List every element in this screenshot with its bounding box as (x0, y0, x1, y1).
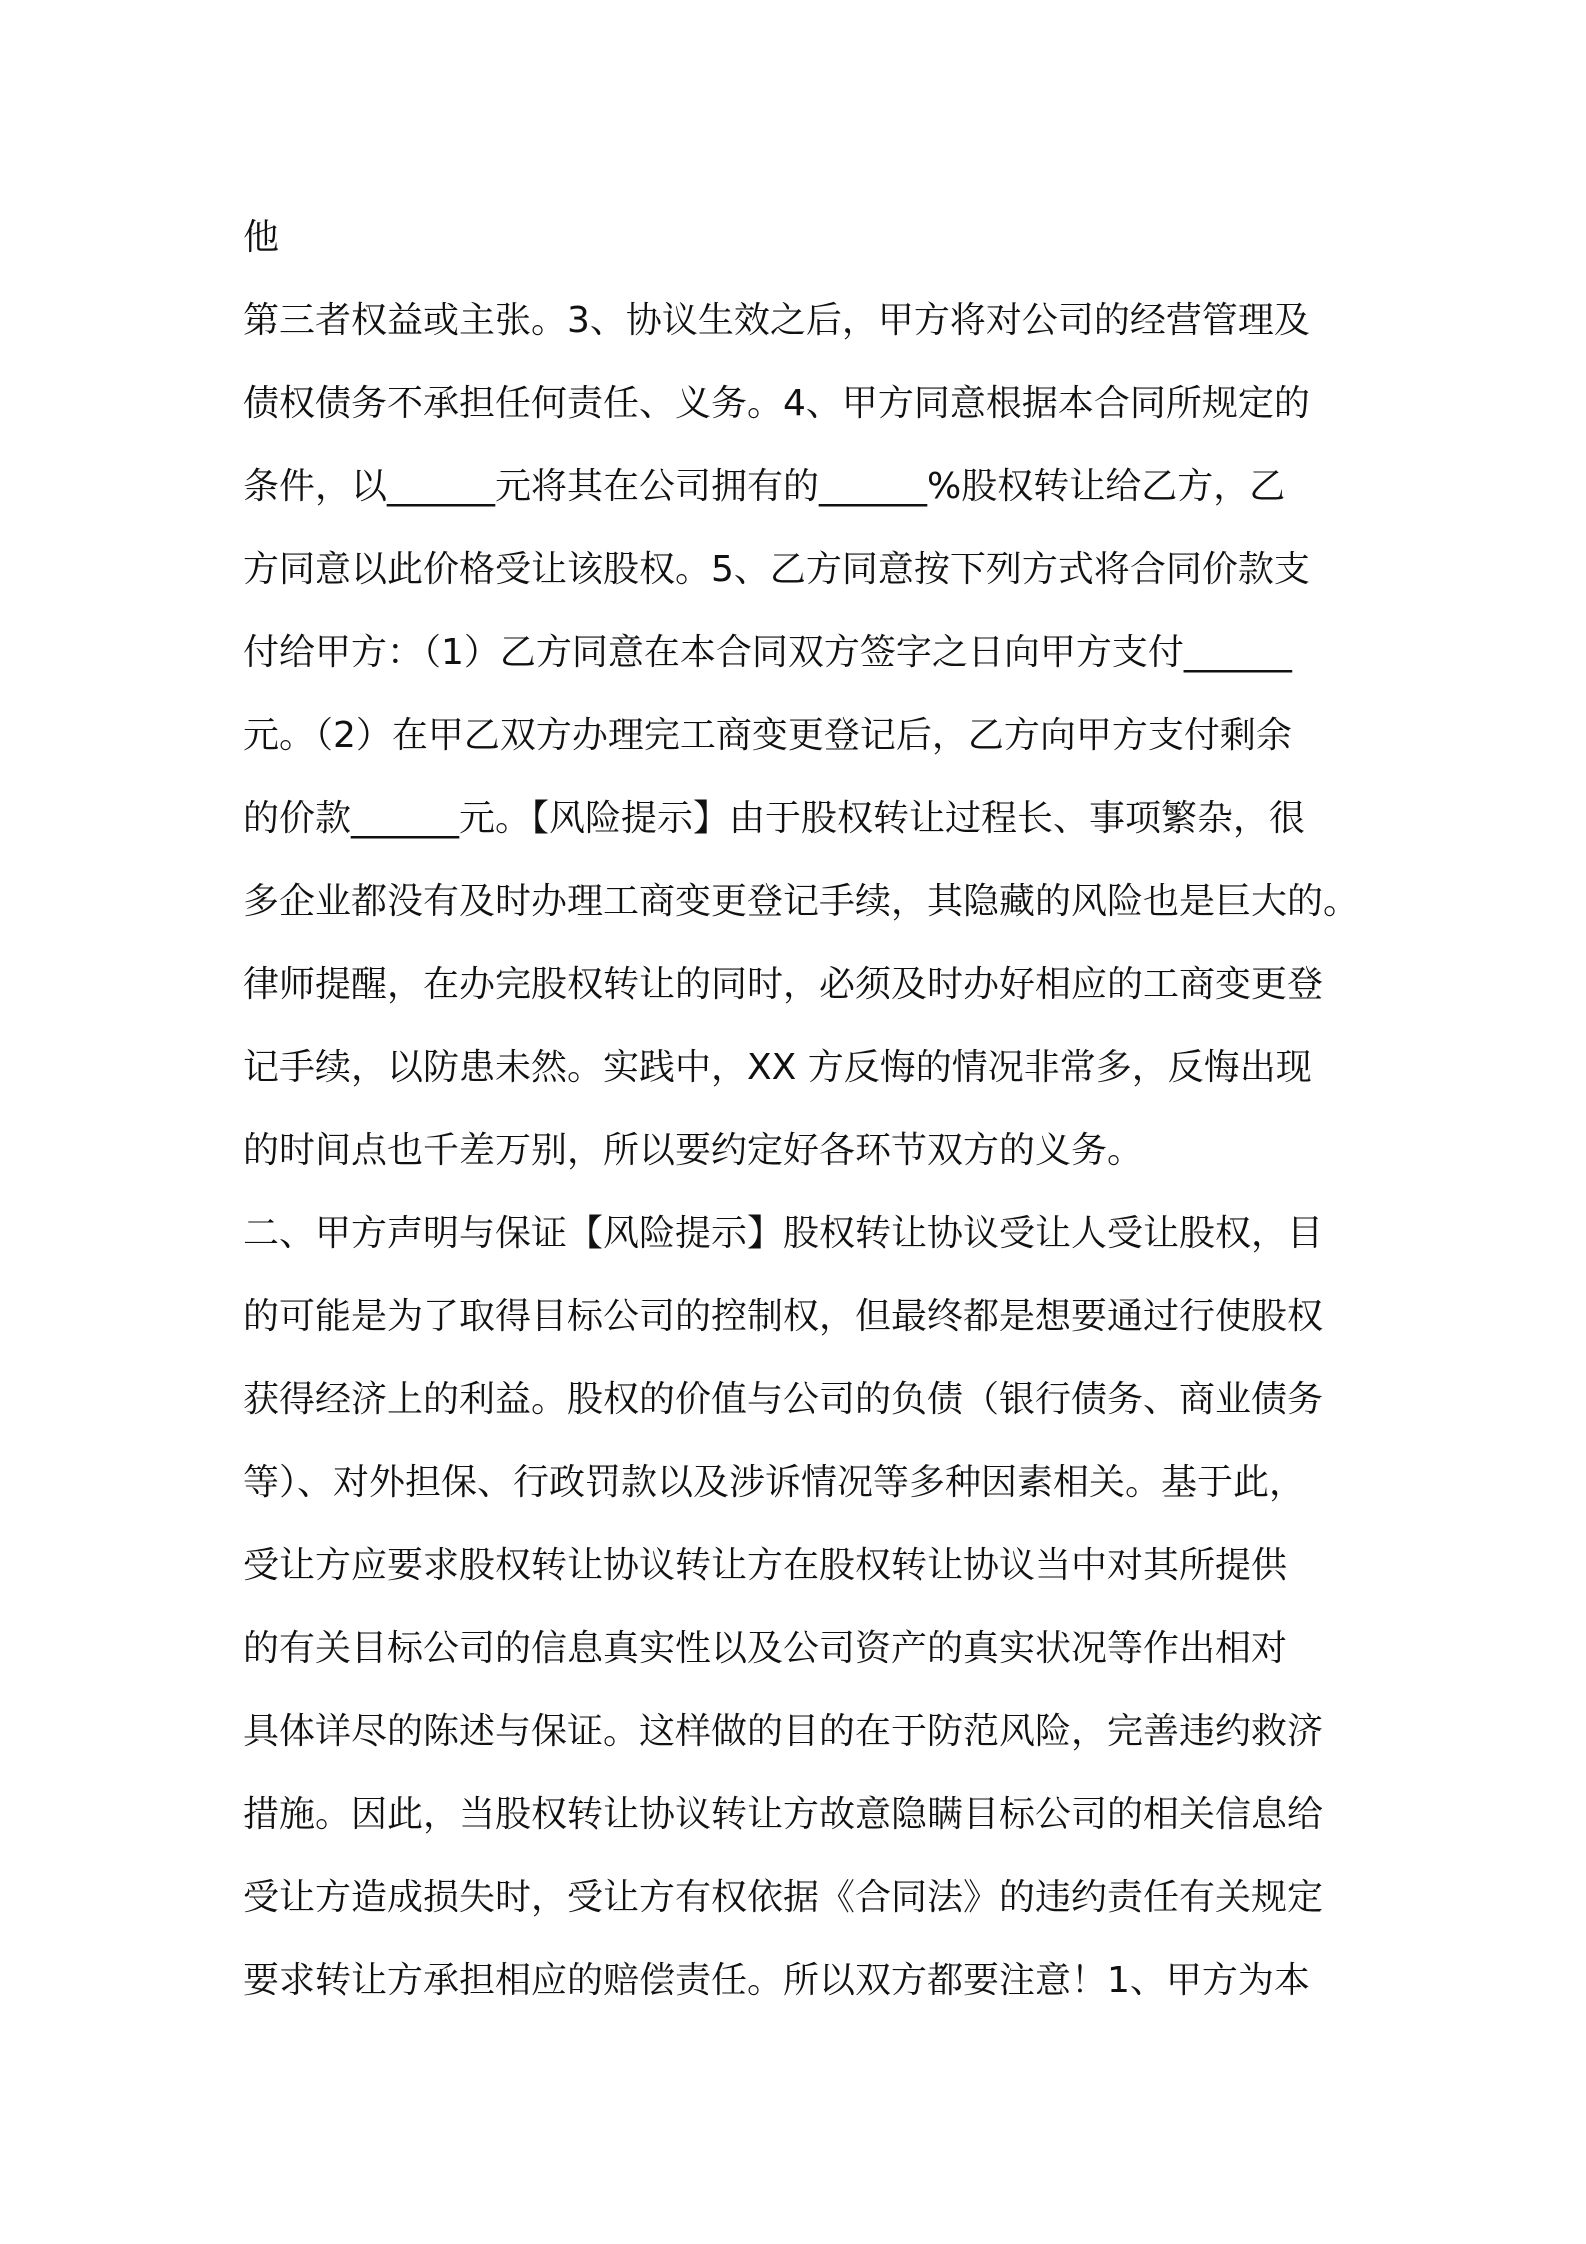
text-line: 获得经济上的利益。股权的价值与公司的负债（银行债务、商业债务 (243, 1379, 1324, 1420)
text-line: 元。（2）在甲乙双方办理完工商变更登记后，乙方向甲方支付剩余 (243, 715, 1292, 756)
text-line: 债权债务不承担任何责任、义务。4、甲方同意根据本合同所规定的 (243, 383, 1310, 424)
text-line: 第三者权益或主张。3、协议生效之后，甲方将对公司的经营管理及 (243, 300, 1310, 341)
text-line: 受让方应要求股权转让协议转让方在股权转让协议当中对其所提供 (243, 1545, 1288, 1586)
text-line: 的价款______元。【风险提示】由于股权转让过程长、事项繁杂，很 (243, 798, 1306, 839)
text-line: 他 (243, 217, 280, 258)
text-line: 记手续，以防患未然。实践中，XX 方反悔的情况非常多，反悔出现 (243, 1047, 1312, 1088)
text-line: 具体详尽的陈述与保证。这样做的目的在于防范风险，完善违约救济 (243, 1711, 1324, 1752)
text-line: 律师提醒，在办完股权转让的同时，必须及时办好相应的工商变更登 (243, 964, 1324, 1005)
text-line: 的时间点也千差万别，所以要约定好各环节双方的义务。 (243, 1130, 1144, 1171)
text-line: 受让方造成损失时，受让方有权依据《合同法》的违约责任有关规定 (243, 1877, 1324, 1918)
text-line: 条件，以______元将其在公司拥有的______%股权转让给乙方，乙 (243, 466, 1286, 507)
text-line: 等）、对外担保、行政罚款以及涉诉情况等多种因素相关。基于此， (243, 1462, 1306, 1503)
text-line: 措施。因此，当股权转让协议转让方故意隐瞒目标公司的相关信息给 (243, 1794, 1324, 1835)
text-line: 的可能是为了取得目标公司的控制权，但最终都是想要通过行使股权 (243, 1296, 1324, 1337)
text-line: 的有关目标公司的信息真实性以及公司资产的真实状况等作出相对 (243, 1628, 1288, 1669)
text-line: 付给甲方：（1）乙方同意在本合同双方签字之日向甲方支付______ (243, 632, 1292, 673)
text-line: 要求转让方承担相应的赔偿责任。所以双方都要注意！1、甲方为本 (243, 1960, 1310, 2001)
section-heading-line: 二、甲方声明与保证【风险提示】股权转让协议受让人受让股权，目 (243, 1213, 1324, 1254)
text-line: 多企业都没有及时办理工商变更登记手续，其隐藏的风险也是巨大的。 (243, 881, 1360, 922)
text-line: 方同意以此价格受让该股权。5、乙方同意按下列方式将合同价款支 (243, 549, 1310, 590)
document-body (243, 196, 1363, 2022)
